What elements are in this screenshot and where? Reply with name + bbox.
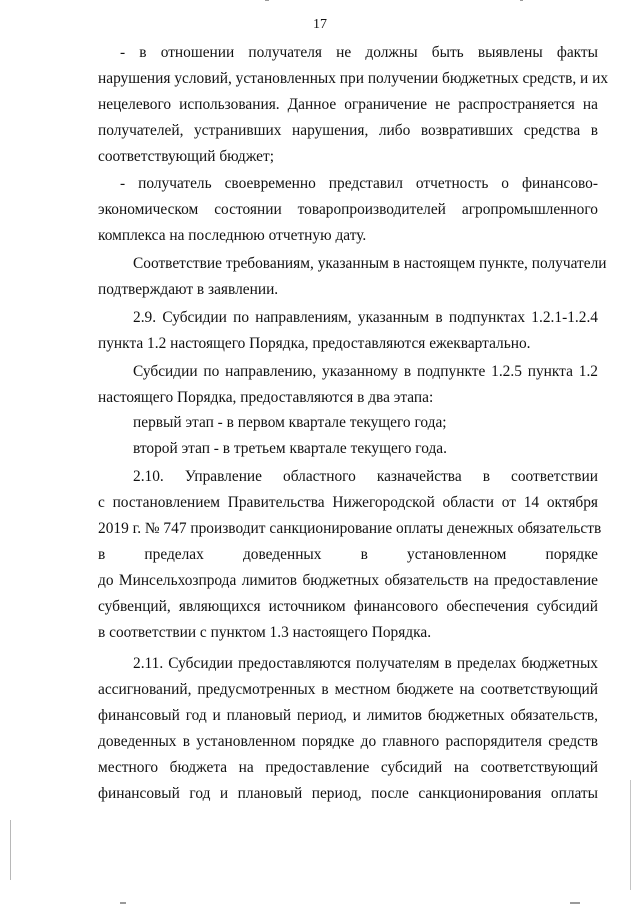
text-line: финансовый год и плановый период, и лимитов бюджетных обязательств, xyxy=(98,707,598,725)
text-line: нарушения условий, установленных при получении бюджетных средств, и их xyxy=(98,69,609,87)
text-line: комплекса на последнюю отчетную дату. xyxy=(98,227,367,245)
text-line: финансовый год и плановый период, после санкционирования оплаты xyxy=(98,784,598,802)
text-line: пункта 1.2 настоящего Порядка, предоставляются ежеквартально. xyxy=(98,334,531,352)
text-line: 2019 г. № 747 производит санкционирование оплаты денежных обязательств xyxy=(98,520,602,538)
scan-artifact xyxy=(265,0,269,1)
text-line: второй этап - в третьем квартале текущего года. xyxy=(133,440,447,458)
text-line: доведенных в установленном порядке до главного распорядителя средств xyxy=(98,733,598,751)
text-line: до Минсельхозпрода лимитов бюджетных обязательств на предоставление xyxy=(98,571,598,589)
scan-artifact xyxy=(570,902,580,904)
text-line: местного бюджета на предоставление субсидий на соответствующий xyxy=(98,759,598,777)
text-line: - в отношении получателя не должны быть выявлены факты xyxy=(120,44,598,61)
text-line: субвенций, являющихся источником финансового обеспечения субсидий xyxy=(98,597,598,615)
scan-artifact xyxy=(520,0,523,1)
document-body xyxy=(98,40,609,807)
page-number: 17 xyxy=(313,17,327,32)
text-line: с постановлением Правительства Нижегородской области от 14 октября xyxy=(98,494,598,512)
text-line: получателей, устранивших нарушения, либо возвративших средства в xyxy=(98,121,598,139)
text-line: - получатель своевременно представил отчетность о финансово- xyxy=(120,175,598,193)
text-line: 2.11. Субсидии предоставляются получателям в пределах бюджетных xyxy=(133,655,598,673)
scan-artifact xyxy=(10,820,11,880)
text-line: 2.9. Субсидии по направлениям, указанным в подпунктах 1.2.1-1.2.4 xyxy=(133,308,598,326)
text-line: в пределах доведенных в установленном порядке xyxy=(98,545,598,563)
text-line: соответствующий бюджет; xyxy=(98,147,274,165)
scan-artifact xyxy=(120,902,126,904)
text-line: экономическом состоянии товаропроизводителей агропромышленного xyxy=(98,201,598,219)
scan-artifact xyxy=(630,780,631,890)
text-line: первый этап - в первом квартале текущего года; xyxy=(133,414,447,432)
text-line: нецелевого использования. Данное ограничение не распространяется на xyxy=(98,95,598,113)
text-line: Субсидии по направлению, указанному в подпункте 1.2.5 пункта 1.2 xyxy=(133,362,598,380)
text-line: в соответствии с пунктом 1.3 настоящего Порядка. xyxy=(98,623,432,641)
text-line: ассигнований, предусмотренных в местном бюджете на соответствующий xyxy=(98,681,598,699)
text-line: 2.10. Управление областного казначейства в соответствии xyxy=(133,468,598,486)
text-line: Соответствие требованиям, указанным в настоящем пункте, получатели xyxy=(133,255,607,273)
text-line: настоящего Порядка, предоставляются в два этапа: xyxy=(98,388,434,406)
text-line: подтверждают в заявлении. xyxy=(98,281,279,299)
